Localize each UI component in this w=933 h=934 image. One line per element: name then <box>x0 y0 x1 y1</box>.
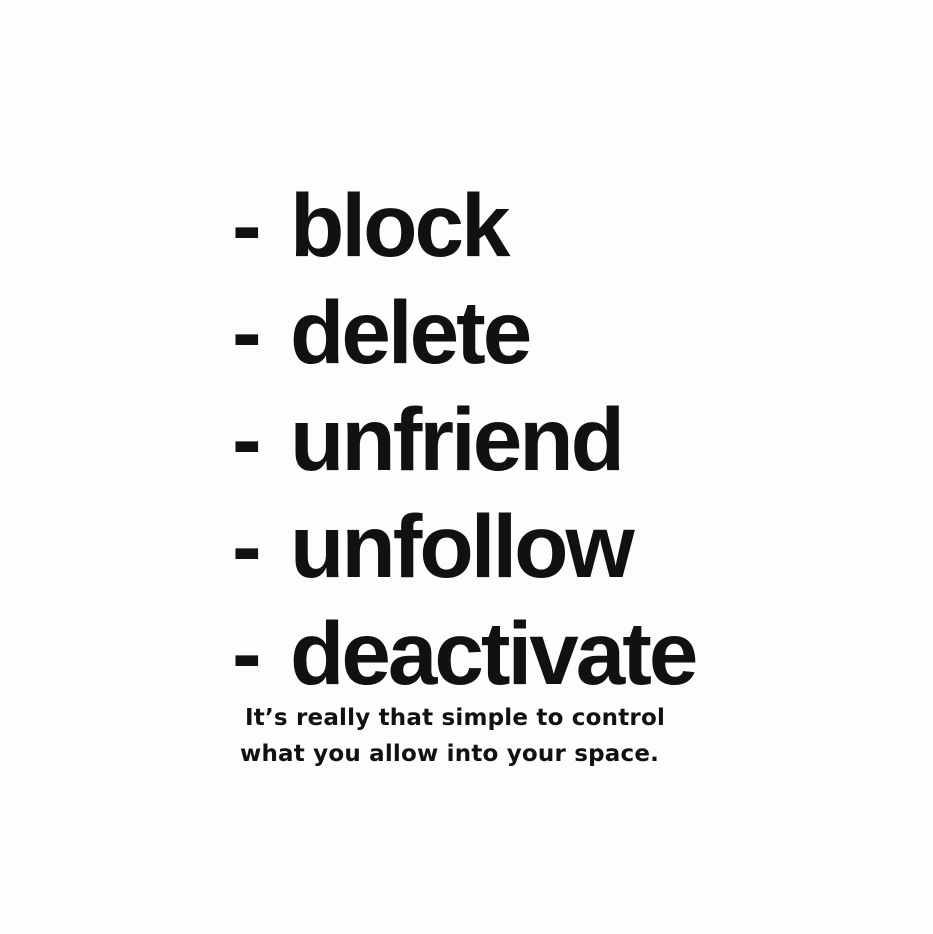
action-item-unfriend <box>232 386 695 493</box>
action-item-delete <box>232 279 695 386</box>
caption-line-2: what you allow into your space. <box>240 741 660 767</box>
bullet-dash: - <box>232 282 259 382</box>
bullet-dash: - <box>232 389 259 489</box>
action-item-block <box>232 172 695 279</box>
action-label: unfollow <box>290 496 632 596</box>
action-item-unfollow <box>232 493 695 600</box>
caption-line-1: It’s really that simple to control <box>245 705 666 731</box>
caption <box>240 700 765 772</box>
action-list <box>232 172 695 707</box>
action-label: deactivate <box>290 603 696 703</box>
bullet-dash: - <box>232 496 259 596</box>
action-label: block <box>290 175 508 275</box>
action-label: unfriend <box>290 389 622 489</box>
action-item-deactivate <box>232 600 695 707</box>
action-label: delete <box>290 282 530 382</box>
bullet-dash: - <box>232 603 259 703</box>
bullet-dash: - <box>232 175 259 275</box>
